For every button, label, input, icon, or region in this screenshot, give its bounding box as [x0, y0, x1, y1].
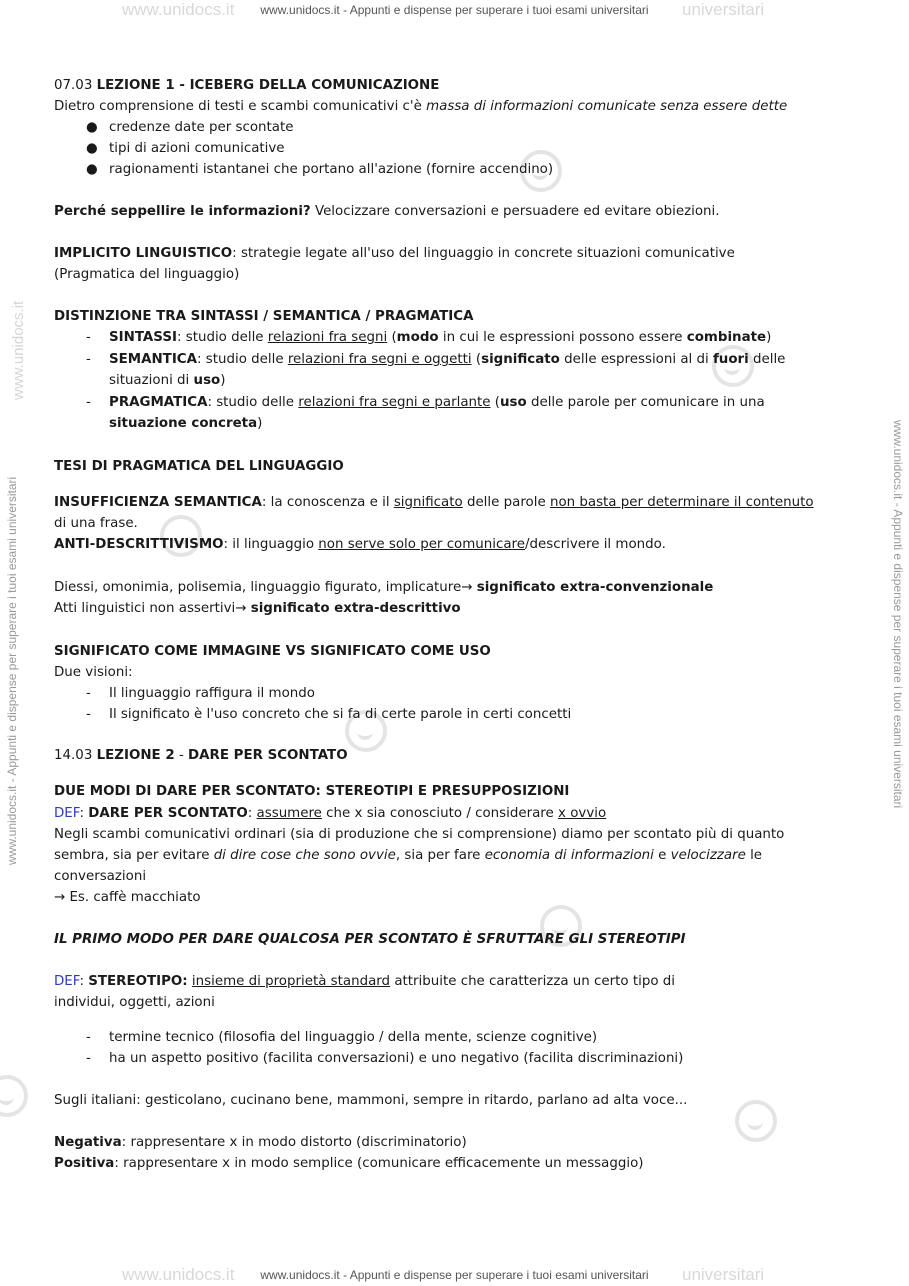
paragraph: Negativa: rappresentare x in modo distorto (discriminatorio) — [54, 1135, 467, 1150]
paragraph: sembra, sia per evitare di dire cose che sono ovvie, sia per fare economia di informazioni e velocizzare le — [54, 848, 763, 863]
watermark-ghost: www.unidocs.it — [122, 1265, 235, 1284]
section-heading: IL PRIMO MODO PER DARE QUALCOSA PER SCONTATO È SFRUTTARE GLI STEREOTIPI — [54, 932, 686, 947]
definition: DEF: STEREOTIPO: insieme di proprietà standard attribuite che caratterizza un certo tipo di — [54, 974, 675, 989]
list-item: Il significato è l'uso concreto che si fa di certe parole in certi concetti — [109, 707, 572, 722]
list-item: SEMANTICA: studio delle relazioni fra segni e oggetti (significato delle espressioni al di fuori delle — [109, 352, 786, 367]
watermark-ghost: www.unidocs.it — [10, 300, 27, 400]
paragraph: conversazioni — [54, 869, 147, 884]
paragraph: (Pragmatica del linguaggio) — [54, 267, 240, 282]
list-item: Il linguaggio raffigura il mondo — [109, 686, 315, 701]
watermark-side-left: www.unidocs.it - Appunti e dispense per superare i tuoi esami universitari — [5, 476, 19, 865]
section-heading: DISTINZIONE TRA SINTASSI / SEMANTICA / PRAGMATICA — [54, 309, 474, 324]
watermark-side-right: www.unidocs.it - Appunti e dispense per superare i tuoi esami universitari — [891, 420, 905, 809]
paragraph: Negli scambi comunicativi ordinari (sia di produzione che si comprensione) diamo per scontato più di quanto — [54, 827, 785, 842]
watermark-header: www.unidocs.it - Appunti e dispense per superare i tuoi esami universitari — [260, 3, 649, 17]
paragraph: IMPLICITO LINGUISTICO: strategie legate all'uso del linguaggio in concrete situazioni comunicative — [54, 246, 735, 261]
list-item-continued: situazioni di uso) — [109, 373, 226, 388]
paragraph: Perché seppellire le informazioni? Velocizzare conversazioni e persuadere ed evitare obiezioni. — [54, 204, 720, 219]
paragraph: Due visioni: — [54, 665, 133, 680]
list-item: PRAGMATICA: studio delle relazioni fra segni e parlante (uso delle parole per comunicare in una — [109, 395, 765, 410]
definition: DEF: DARE PER SCONTATO: assumere che x sia conosciuto / considerare x ovvio — [54, 806, 607, 821]
list-item: ha un aspetto positivo (facilita conversazioni) e uno negativo (facilita discriminazioni) — [109, 1051, 684, 1066]
dash: - — [86, 1030, 91, 1045]
paragraph: di una frase. — [54, 516, 138, 531]
dash: - — [86, 1051, 91, 1066]
list-item: credenze date per scontate — [109, 120, 294, 135]
paragraph: → Es. caffè macchiato — [54, 890, 201, 905]
paragraph: Positiva: rappresentare x in modo semplice (comunicare efficacemente un messaggio) — [54, 1156, 644, 1171]
dash: - — [86, 352, 91, 367]
paragraph: Sugli italiani: gesticolano, cucinano bene, mammoni, sempre in ritardo, parlano ad alta voce... — [54, 1093, 688, 1108]
section-heading: DUE MODI DI DARE PER SCONTATO: STEREOTIPI E PRESUPPOSIZIONI — [54, 784, 570, 799]
paragraph: Atti linguistici non assertivi→ significato extra-descrittivo — [54, 601, 461, 616]
list-item: termine tecnico (filosofia del linguaggio / della mente, scienze cognitive) — [109, 1030, 598, 1045]
lesson-heading: 14.03 LEZIONE 2 - DARE PER SCONTATO — [54, 748, 348, 763]
paragraph: Diessi, omonimia, polisemia, linguaggio figurato, implicature→ significato extra-convenzionale — [54, 580, 714, 595]
dash: - — [86, 686, 91, 701]
dash: - — [86, 330, 91, 345]
paragraph: individui, oggetti, azioni — [54, 995, 215, 1010]
list-item: SINTASSI: studio delle relazioni fra segni (modo in cui le espressioni possono essere combinate) — [109, 330, 772, 345]
paragraph: INSUFFICIENZA SEMANTICA: la conoscenza e il significato delle parole non basta per determinare il contenuto — [54, 495, 814, 510]
section-heading: SIGNIFICATO COME IMMAGINE VS SIGNIFICATO COME USO — [54, 644, 491, 659]
bullet: ● — [86, 141, 98, 156]
watermark-ghost: universitari — [682, 0, 765, 19]
section-heading: TESI DI PRAGMATICA DEL LINGUAGGIO — [54, 459, 344, 474]
list-item-continued: situazione concreta) — [109, 416, 263, 431]
watermark-ghost: www.unidocs.it — [122, 0, 235, 19]
lesson-heading: 07.03 LEZIONE 1 - ICEBERG DELLA COMUNICAZIONE — [54, 78, 440, 93]
watermark-ghost: universitari — [682, 1265, 765, 1284]
unidocs-logo-icon — [0, 1075, 28, 1117]
paragraph: ANTI-DESCRITTIVISMO: il linguaggio non serve solo per comunicare/descrivere il mondo. — [54, 537, 666, 552]
bullet: ● — [86, 162, 98, 177]
watermark-footer: www.unidocs.it - Appunti e dispense per superare i tuoi esami universitari — [260, 1268, 649, 1282]
dash: - — [86, 395, 91, 410]
dash: - — [86, 707, 91, 722]
unidocs-logo-icon — [735, 1100, 777, 1142]
bullet: ● — [86, 120, 98, 135]
list-item: tipi di azioni comunicative — [109, 141, 285, 156]
list-item: ragionamenti istantanei che portano all'azione (fornire accendino) — [109, 162, 554, 177]
paragraph: Dietro comprensione di testi e scambi comunicativi c'è massa di informazioni comunicate senza essere dette — [54, 99, 788, 114]
